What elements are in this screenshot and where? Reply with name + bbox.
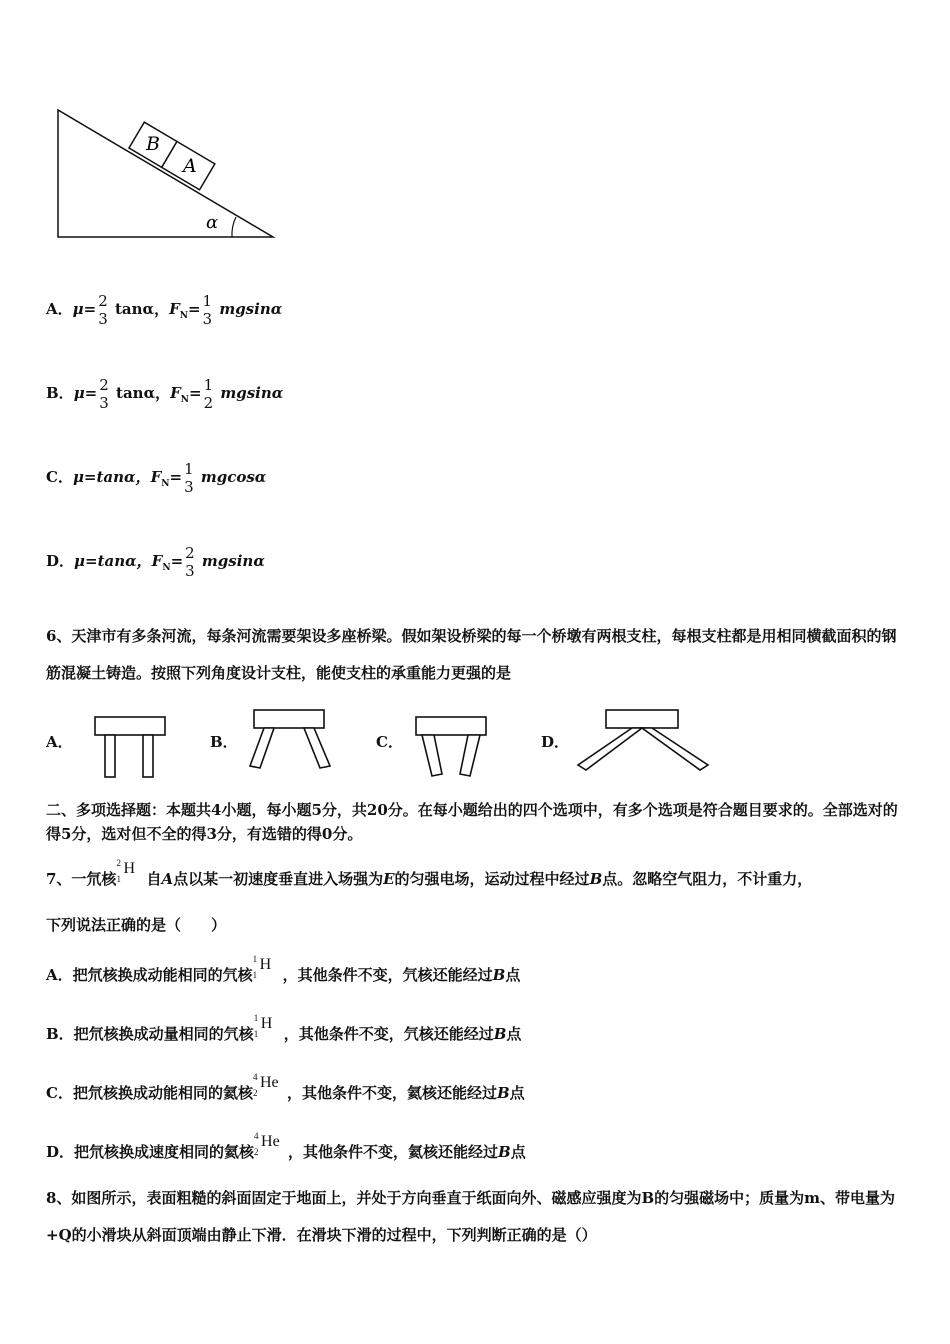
q6-option-b-label[interactable]: B． xyxy=(210,733,238,751)
fraction: 1 2 xyxy=(203,376,214,412)
q7-question-line1: 7、一氘核 2 1 H 自A点以某一初速度垂直进入场强为E的匀强电场，运动过程中经过B点。忽略空气阻力，不计重力， xyxy=(46,858,813,888)
block-a-label: A xyxy=(183,155,197,177)
fraction: 2 3 xyxy=(99,376,109,412)
fraction: 1 3 xyxy=(202,292,213,328)
q6-option-a-label[interactable]: A． xyxy=(46,733,73,751)
q7-option-a[interactable]: A．把氘核换成动能相同的氕核 1 1 H ，其他条件不变，氕核还能经过B点 xyxy=(46,954,521,984)
nuclide-symbol: 1 1 H xyxy=(252,954,272,980)
section-2-heading: 二、多项选择题：本题共4小题，每小题5分，共20分。在每小题给出的四个选项中，有多个选项是符合题目要求的。全部选对的得5分，选对但不全的得3分，有选错的得0分。 xyxy=(46,801,898,843)
q5-option-a[interactable]: A．μ= 2 3 tanα，$F_N=$ 1 3 mgsinα xyxy=(46,292,283,328)
fraction: 1 3 xyxy=(184,460,194,496)
q7-question-line2: 下列说法正确的是（ ） xyxy=(46,916,227,934)
q6-option-d-label[interactable]: D． xyxy=(541,733,570,751)
incline-figure xyxy=(50,100,290,250)
fraction: 2 3 xyxy=(185,544,195,580)
deuteron-symbol: 2 1 H xyxy=(116,858,135,884)
q6-figure-b[interactable] xyxy=(246,708,336,772)
nuclide-symbol: 1 1 H xyxy=(253,1013,273,1039)
q5-option-b[interactable]: B．μ= 2 3 tanα，$F_N=$ 1 2 mgsinα xyxy=(46,376,284,412)
q7-option-c[interactable]: C．把氘核换成动能相同的氦核 4 2 He ，其他条件不变，氦核还能经过B点 xyxy=(46,1072,525,1102)
angle-alpha-label: α xyxy=(206,212,219,233)
q8-question: 8、如图所示，表面粗糙的斜面固定于地面上，并处于方向垂直于纸面向外、磁感应强度为B的匀强磁场中；质量为m、带电量为+Q的小滑块从斜面顶端由静止下滑．在滑块下滑的过程中，下列判断正确的是（） xyxy=(46,1189,895,1244)
fraction: 2 3 xyxy=(98,292,108,328)
q7-option-d[interactable]: D．把氘核换成速度相同的氦核 4 2 He ，其他条件不变，氦核还能经过B点 xyxy=(46,1131,526,1161)
q6-question: 6、天津市有多条河流，每条河流需要架设多座桥梁。假如架设桥梁的每一个桥墩有两根支柱，每根支柱都是用相同横截面积的钢筋混凝土铸造。按照下列角度设计支柱，能使支柱的承重能力更强的是 xyxy=(46,627,897,682)
block-b-label: B xyxy=(146,133,160,155)
nuclide-symbol: 4 2 He xyxy=(254,1131,280,1157)
q6-option-c-label[interactable]: C． xyxy=(376,733,403,751)
q6-figure-c[interactable] xyxy=(412,714,492,780)
q5-option-d[interactable]: D．μ=tanα，$F_N=$ 2 3 mgsinα xyxy=(46,544,265,580)
q7-option-b[interactable]: B．把氘核换成动量相同的氕核 1 1 H ，其他条件不变，氕核还能经过B点 xyxy=(46,1013,522,1043)
q6-figure-a[interactable] xyxy=(92,714,172,780)
q6-figure-d[interactable] xyxy=(576,708,712,774)
q5-option-c[interactable]: C．μ=tanα，$F_N=$ 1 3 mgcosα xyxy=(46,460,267,496)
nuclide-symbol: 4 2 He xyxy=(252,1072,279,1098)
